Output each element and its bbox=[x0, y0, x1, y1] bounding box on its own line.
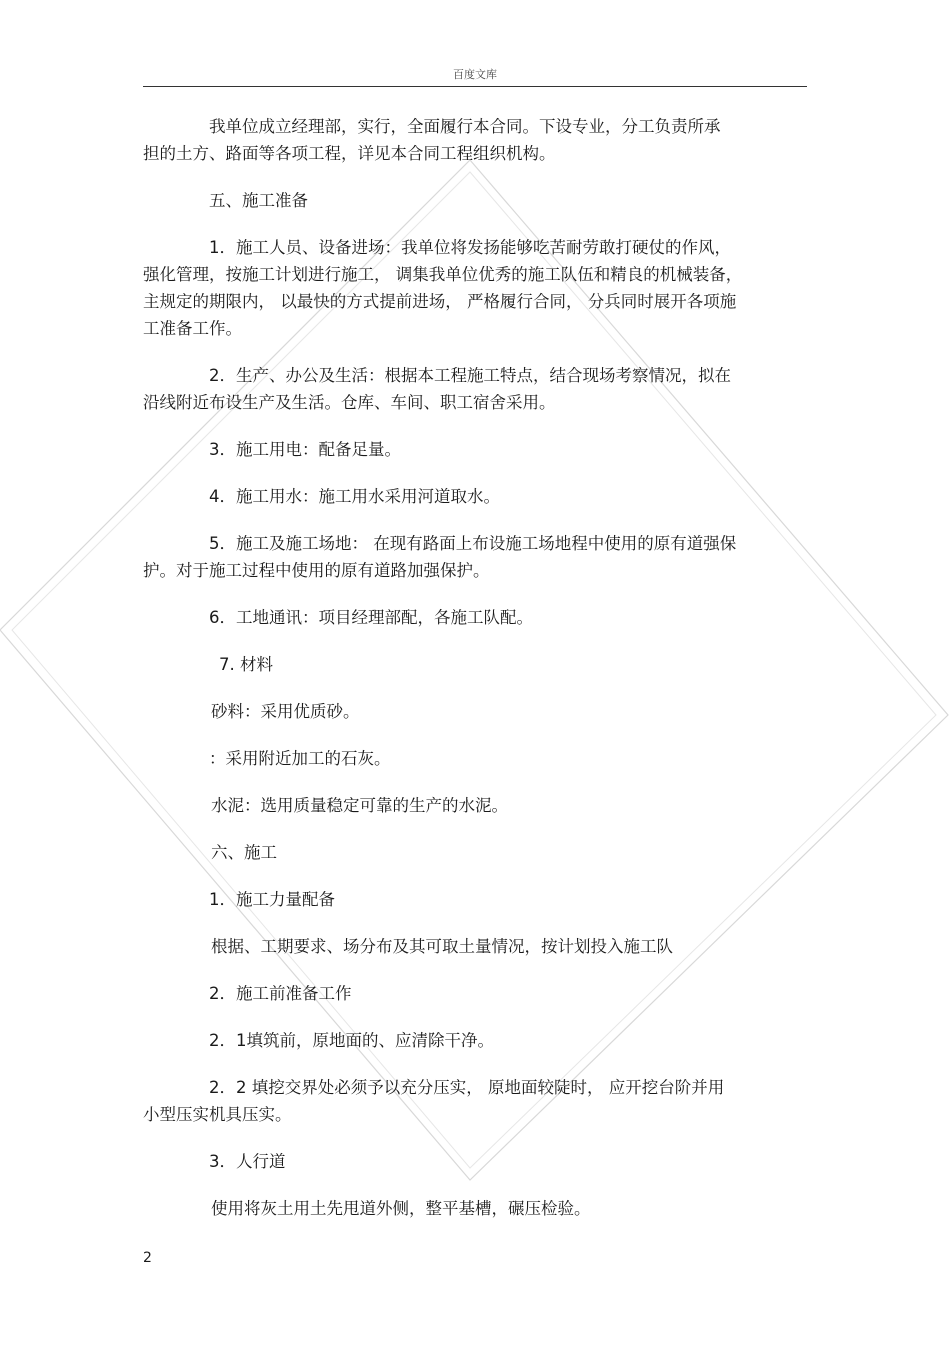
paragraph-materials: 7. 材料 bbox=[219, 655, 273, 674]
paragraph-force: 1．施工力量配备 bbox=[209, 890, 335, 909]
paragraph-prep: 2．施工前准备工作 bbox=[209, 984, 352, 1003]
header-rule bbox=[143, 86, 807, 87]
paragraph-water: 4．施工用水：施工用水采用河道取水。 bbox=[209, 487, 500, 506]
paragraph-electricity: 3．施工用电：配备足量。 bbox=[209, 440, 401, 459]
paragraph-sand: 砂料：采用优质砂。 bbox=[211, 702, 360, 721]
header-title: 百度文库 bbox=[453, 68, 497, 81]
paragraph-site: 5．施工及施工场地： 在现有路面上布设施工场地程中使用的原有道强保 护。对于施工过程中使用的原有道路加强保护。 bbox=[143, 534, 737, 580]
paragraph-sidewalk-detail: 使用将灰土用土先甩道外侧，整平基槽，碾压检验。 bbox=[211, 1199, 591, 1218]
document-body bbox=[143, 113, 807, 1242]
paragraph-prep-2-1: 2．1填筑前，原地面的、应清除干净。 bbox=[209, 1031, 494, 1050]
section-heading-6: 六、施工 bbox=[211, 843, 277, 862]
paragraph-organization: 我单位成立经理部，实行，全面履行本合同。下设专业，分工负责所承 担的土方、路面等各项工程，详见本合同工程组织机构。 bbox=[143, 117, 721, 163]
paragraph-prep-2-2: 2．2 填挖交界处必须予以充分压实， 原地面较陡时， 应开挖台阶并用 小型压实机具压实。 bbox=[143, 1078, 725, 1124]
page-number: 2 bbox=[143, 1250, 152, 1266]
paragraph-lime: ：采用附近加工的石灰。 bbox=[209, 749, 391, 768]
paragraph-communication: 6．工地通讯：项目经理部配，各施工队配。 bbox=[209, 608, 533, 627]
section-heading-5: 五、施工准备 bbox=[209, 191, 308, 210]
paragraph-cement: 水泥：选用质量稳定可靠的生产的水泥。 bbox=[211, 796, 508, 815]
paragraph-plan: 根据、工期要求、场分布及其可取土量情况，按计划投入施工队 bbox=[211, 937, 673, 956]
paragraph-sidewalk: 3．人行道 bbox=[209, 1152, 286, 1171]
paragraph-personnel: 1．施工人员、设备进场：我单位将发扬能够吃苦耐劳敢打硬仗的作风， 强化管理，按施工计划进行施工， 调集我单位优秀的施工队伍和精良的机械装备， 主规定的期限内， 以最快的方式提前进场， 严格履行合同， 分兵同时展开各项施 工准备工作。 bbox=[143, 238, 743, 338]
paragraph-living: 2．生产、办公及生活：根据本工程施工特点，结合现场考察情况，拟在 沿线附近布设生产及生活。仓库、车间、职工宿舍采用。 bbox=[143, 366, 731, 412]
